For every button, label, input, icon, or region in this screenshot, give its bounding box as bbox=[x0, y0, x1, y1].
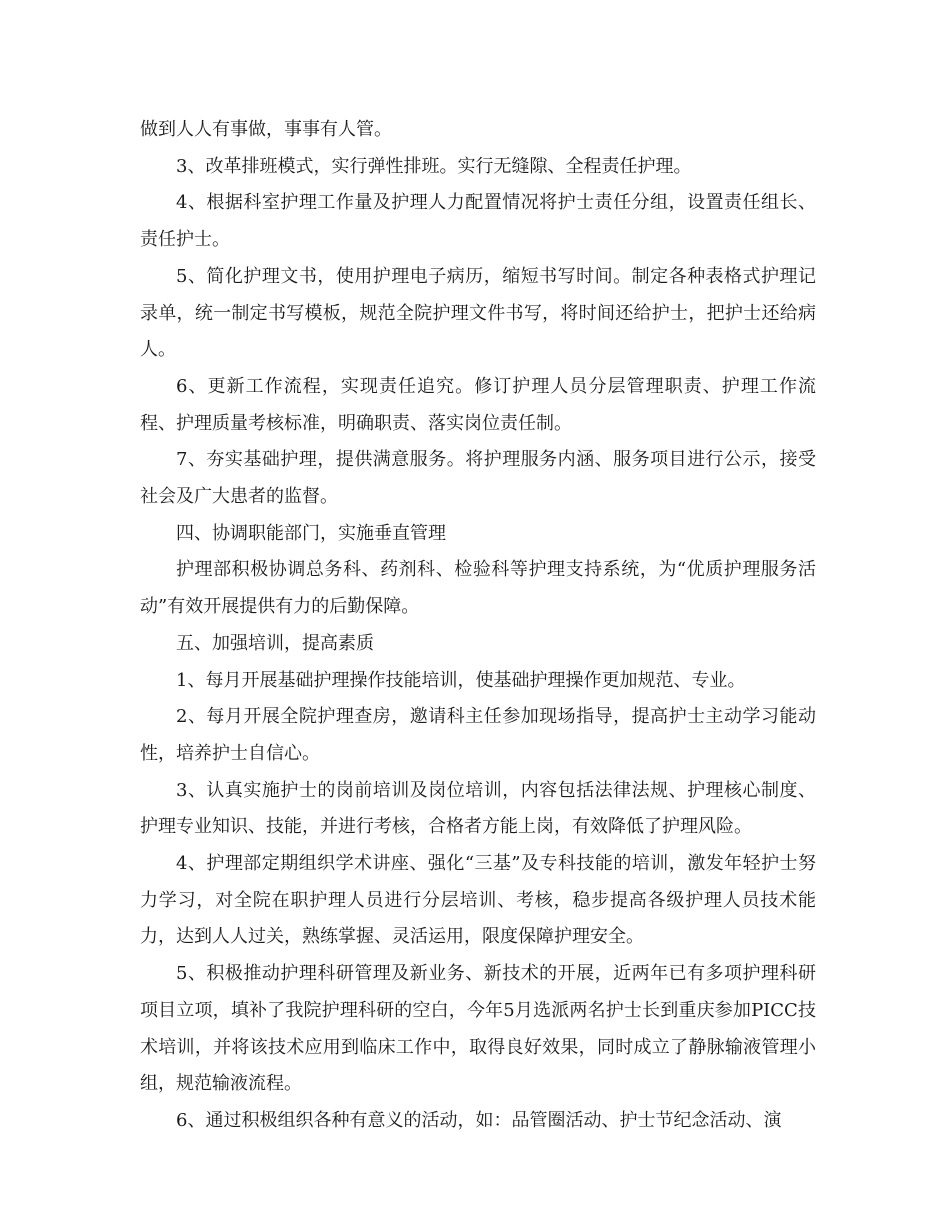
paragraph-item-7: 7、夯实基础护理，提供满意服务。将护理服务内涵、服务项目进行公示，接受社会及广大患者的监督。 bbox=[140, 449, 816, 508]
paragraph-training-1: 1、每月开展基础护理操作技能培训，使基础护理操作更加规范、专业。 bbox=[176, 669, 746, 691]
paragraph-item-6: 6、更新工作流程，实现责任追究。修订护理人员分层管理职责、护理工作流程、护理质量考核标准，明确职责、落实岗位责任制。 bbox=[140, 375, 816, 434]
paragraph-item-5: 5、简化护理文书，使用护理电子病历，缩短书写时间。制定各种表格式护理记录单，统一制定书写模板，规范全院护理文件书写，将时间还给护士，把护士还给病人。 bbox=[140, 265, 816, 361]
section-heading-5: 五、加强培训，提高素质 bbox=[176, 632, 374, 654]
paragraph-training-3: 3、认真实施护士的岗前培训及岗位培训，内容包括法律法规、护理核心制度、护理专业知识、技能，并进行考核，合格者方能上岗，有效降低了护理风险。 bbox=[140, 779, 816, 838]
paragraph-item-4: 4、根据科室护理工作量及护理人力配置情况将护士责任分组，设置责任组长、责任护士。 bbox=[140, 192, 816, 251]
paragraph-training-4: 4、护理部定期组织学术讲座、强化“三基”及专科技能的培训，激发年轻护士努力学习，对全院在职护理人员进行分层培训、考核，稳步提高各级护理人员技术能力，达到人人过关，熟练掌握、灵活运用，限度保障护理安全。 bbox=[140, 853, 816, 948]
paragraph-training-6: 6、通过积极组织各种有意义的活动，如：品管圈活动、护士节纪念活动、演 bbox=[176, 1109, 782, 1131]
paragraph-training-2: 2、每月开展全院护理查房，邀请科主任参加现场指导，提高护士主动学习能动性，培养护士自信心。 bbox=[140, 706, 816, 764]
document-body bbox=[140, 112, 816, 1140]
section-heading-4: 四、协调职能部门，实施垂直管理 bbox=[176, 522, 446, 544]
paragraph-item-3: 3、改革排班模式，实行弹性排班。实行无缝隙、全程责任护理。 bbox=[176, 155, 692, 177]
paragraph-section-4-body: 护理部积极协调总务科、药剂科、检验科等护理支持系统，为“优质护理服务活动”有效开展提供有力的后勤保障。 bbox=[140, 559, 816, 618]
paragraph-continuation: 做到人人有事做，事事有人管。 bbox=[140, 119, 392, 140]
paragraph-training-5: 5、积极推动护理科研管理及新业务、新技术的开展，近两年已有多项护理科研项目立项，填补了我院护理科研的空白，今年5月选派两名护士长到重庆参加PICC技术培训，并将该技术应用到临床工作中，取得良好效果，同时成立了静脉输液管理小组，规范输液流程。 bbox=[140, 963, 816, 1095]
